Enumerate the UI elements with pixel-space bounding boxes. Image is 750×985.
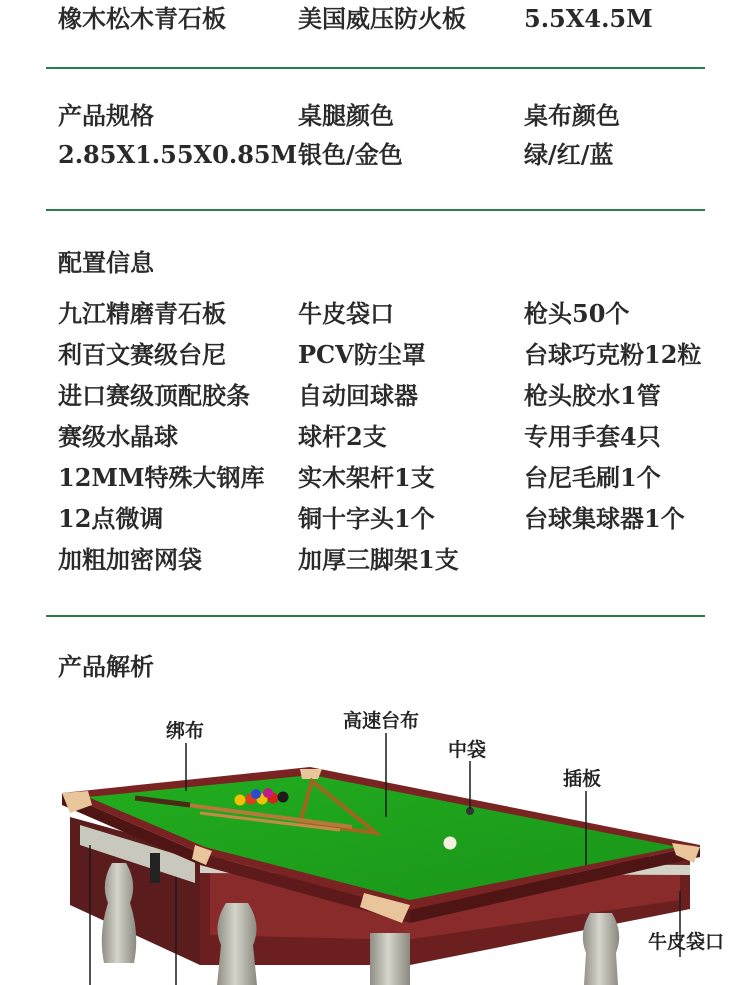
config-item: 自动回球器 <box>298 381 418 410</box>
label-binding: 绑布 <box>166 720 205 742</box>
size-value: 2.85X1.55X0.85M <box>58 140 298 169</box>
config-item: 牛皮袋口 <box>298 299 394 328</box>
config-item: 加厚三脚架1支 <box>298 545 459 574</box>
leg-color-heading: 桌腿颜色 <box>298 101 394 130</box>
config-row <box>58 298 738 339</box>
config-item: 进口赛级顶配胶条 <box>58 381 250 410</box>
label-insert-board: 插板 <box>563 768 602 790</box>
label-middle-pocket: 中袋 <box>448 739 487 761</box>
label-cloth: 高速台布 <box>343 710 420 732</box>
config-row <box>58 339 738 380</box>
config-row <box>58 462 738 503</box>
config-item: 九江精磨青石板 <box>58 299 226 328</box>
leg-color-value: 银色/金色 <box>298 140 403 169</box>
config-item: 12MM特殊大钢库 <box>58 463 265 492</box>
divider <box>46 615 705 617</box>
config-item: 加粗加密网袋 <box>58 545 202 574</box>
divider <box>46 67 705 69</box>
config-item: 赛级水晶球 <box>58 422 178 451</box>
cloth-color-value: 绿/红/蓝 <box>524 140 614 169</box>
config-row <box>58 421 738 462</box>
label-leather-pocket: 牛皮袋口 <box>648 931 725 953</box>
config-item: 球杆2支 <box>298 422 387 451</box>
config-row <box>58 380 738 421</box>
cloth-color-heading: 桌布颜色 <box>524 101 620 130</box>
analysis-title: 产品解析 <box>58 652 154 681</box>
config-row <box>58 503 738 544</box>
config-item: 台球集球器1个 <box>524 504 685 533</box>
config-item: 铜十字头1个 <box>298 504 435 533</box>
divider <box>46 209 705 211</box>
material-spec: 橡木松木青石板 <box>58 4 226 33</box>
config-item: PCV防尘罩 <box>298 340 426 369</box>
size-heading: 产品规格 <box>58 101 154 130</box>
config-row <box>58 544 738 585</box>
board-spec: 美国威压防火板 <box>298 4 466 33</box>
config-list <box>58 298 738 585</box>
config-item: 台球巧克粉12粒 <box>524 340 702 369</box>
config-title: 配置信息 <box>58 248 154 277</box>
room-size-spec: 5.5X4.5M <box>524 4 653 33</box>
config-item: 枪头50个 <box>524 299 630 328</box>
pool-table-diagram <box>0 695 750 985</box>
config-item: 12点微调 <box>58 504 164 533</box>
config-item: 枪头胶水1管 <box>524 381 661 410</box>
config-item: 利百文赛级台尼 <box>58 340 226 369</box>
config-item: 专用手套4只 <box>524 422 661 451</box>
config-item: 台尼毛刷1个 <box>524 463 661 492</box>
config-item: 实木架杆1支 <box>298 463 435 492</box>
